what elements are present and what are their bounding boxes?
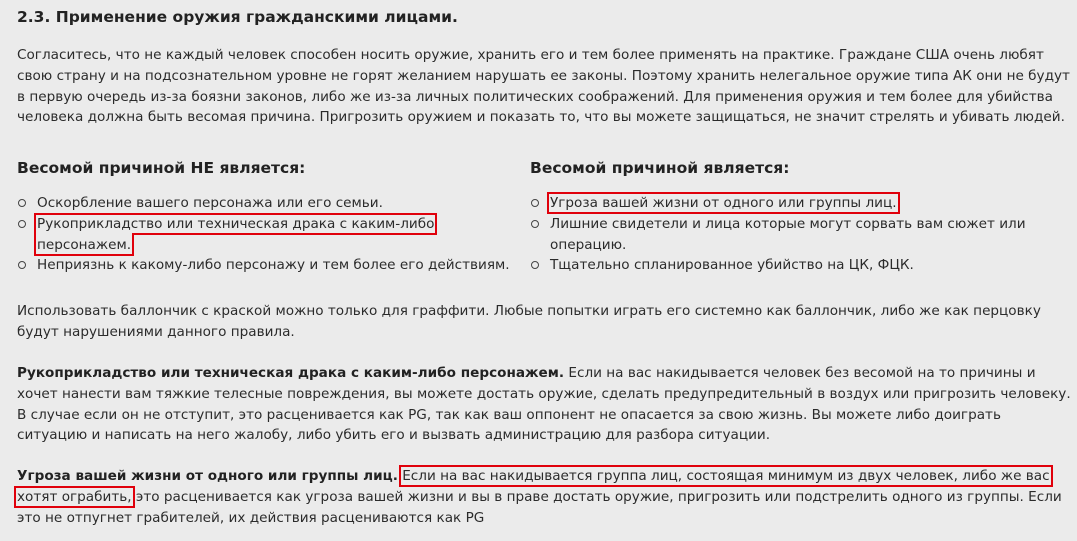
list-item xyxy=(17,255,517,276)
assault-paragraph xyxy=(17,363,1075,446)
not-valid-reasons-block xyxy=(17,157,517,276)
list-item xyxy=(17,214,517,256)
bullet-icon xyxy=(531,261,539,269)
not-valid-list xyxy=(17,193,517,276)
list-item-text: Неприязнь к какому-либо персонажу и тем более его действиям. xyxy=(37,257,510,274)
list-item xyxy=(530,255,1050,276)
bullet-icon xyxy=(531,199,539,207)
list-item xyxy=(530,214,1050,256)
list-item xyxy=(17,193,517,214)
list-item xyxy=(530,193,1050,214)
bullet-icon xyxy=(18,261,26,269)
intro-paragraph: Согласитесь, что не каждый человек способен носить оружие, хранить его и тем более применять на практике. Граждане США очень любят свою страну и на подсознательном уровне не горят желанием нарушать ее законы. Поэтому хранить нелегальное оружие типа АК они не будут в первую очередь из-за боязни законов, либо же из-за личных политических соображений. Для применения оружия и тем более для убийства человека должна быть весомая причина. Пригрозить оружием и показать то, что вы можете защищаться, не значит стрелять и убивать людей. xyxy=(17,47,1070,126)
assault-text: Если на вас накидывается человек без весомой на то причины и хочет нанести вам тяжкие телесные повреждения, вы можете достать оружие, сделать предупредительный в воздух или пригрозить человеку. В случае если он не отступит, это расценивается как PG, так как ваш оппонент не опасается за свою жизнь. Вы можете либо доиграть ситуацию и написать на него жалобу, либо убить его и вызвать администрацию для разбора ситуации. xyxy=(17,365,1071,444)
list-item-text: Тщательно спланированное убийство на ЦК, ФЦК. xyxy=(550,257,914,274)
section-title: 2.3. Применение оружия гражданскими лицами. xyxy=(17,8,458,26)
list-item-text: Оскорбление вашего персонажа или его семьи. xyxy=(37,195,383,211)
bullet-icon xyxy=(18,220,26,228)
threat-paragraph xyxy=(17,466,1075,528)
list-item-text: Лишние свидетели и лица которые могут сорвать вам сюжет или операцию. xyxy=(550,215,1026,253)
threat-text: это расценивается как угроза вашей жизни и вы в праве достать оружие, пригрозить или подстрелить одного из группы. Если это не отпугнет грабителей, их действия расцениваются как PG xyxy=(17,488,1062,526)
spray-paragraph: Использовать баллончик с краской можно только для граффити. Любые попытки играть его системно как баллончик, либо же как перцовку будут нарушениями данного правила. xyxy=(17,303,1041,340)
highlighted-list-item-text: Рукоприкладство или техническая драка с каким-либо персонажем. xyxy=(37,215,435,253)
assault-lead: Рукоприкладство или техническая драка с каким-либо персонажем. xyxy=(17,365,565,381)
threat-lead: Угроза вашей жизни от одного или группы лиц. xyxy=(17,468,398,484)
valid-heading: Весомой причиной является: xyxy=(530,159,790,177)
threat-highlighted-text: Если на вас накидывается группа лиц, состоящая минимум из двух человек, либо же вас хотят ограбить, xyxy=(17,468,1050,505)
highlighted-list-item-text: Угроза вашей жизни от одного или группы лиц. xyxy=(550,195,897,211)
valid-reasons-block xyxy=(530,157,1050,276)
bullet-icon xyxy=(531,220,539,228)
bullet-icon xyxy=(18,199,26,207)
valid-list xyxy=(530,193,1050,276)
not-valid-heading: Весомой причиной НЕ является: xyxy=(17,159,306,177)
